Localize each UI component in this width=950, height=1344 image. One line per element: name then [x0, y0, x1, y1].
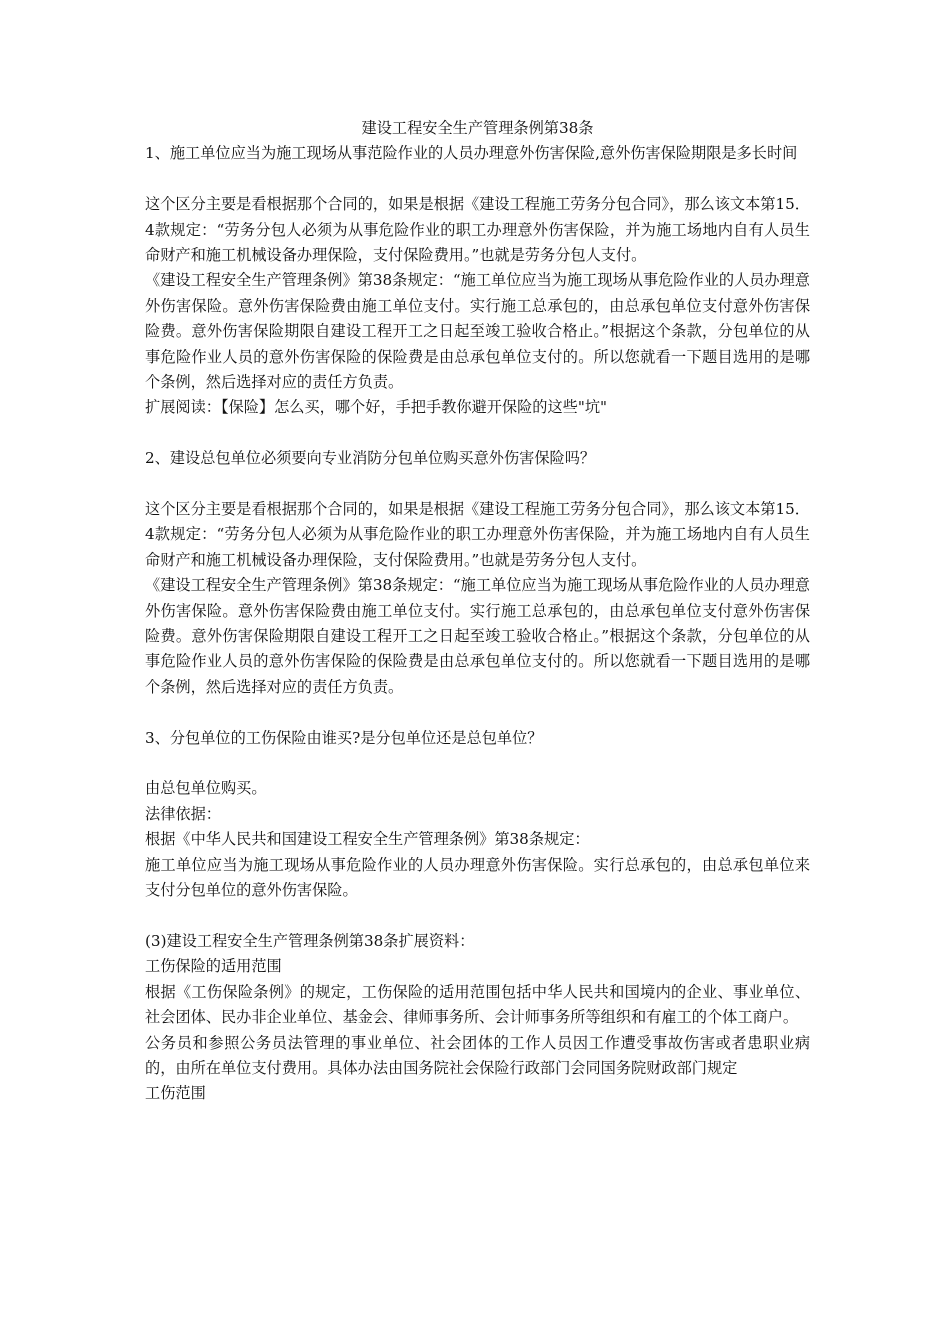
document-page	[145, 116, 810, 1107]
subheading-scope: 工伤保险的适用范围	[145, 957, 282, 976]
answer-3-line-4: 施工单位应当为施工现场从事危险作业的人员办理意外伤害保险。实行总承包的，由总承包单位来支付分包单位的意外伤害保险。	[145, 855, 810, 900]
question-2: 2、建设总包单位必须要向专业消防分包单位购买意外伤害保险吗？	[145, 449, 596, 468]
question-3: 3、分包单位的工伤保险由谁买?是分包单位还是总包单位？	[145, 728, 543, 747]
extended-reading-link[interactable]: 扩展阅读：【保险】怎么买，哪个好，手把手教你避开保险的这些"坑"	[145, 398, 607, 417]
spacer	[145, 167, 810, 192]
spacer	[145, 904, 810, 929]
scope-paragraph-1: 根据《工伤保险条例》的规定，工伤保险的适用范围包括中华人民共和国境内的企业、事业单位、社会团体、民办非企业单位、基金会、律师事务所、会计师事务所等组织和有雇工的个体工商户。	[145, 982, 810, 1027]
question-1: 1、施工单位应当为施工现场从事范险作业的人员办理意外伤害保险,意外伤害保险期限是多长时间	[145, 144, 798, 163]
spacer	[145, 421, 810, 446]
spacer	[145, 700, 810, 725]
answer-3-line-3: 根据《中华人民共和国建设工程安全生产管理条例》第38条规定：	[145, 830, 590, 849]
answer-3-line-2: 法律依据：	[145, 804, 221, 823]
spacer	[145, 472, 810, 497]
answer-1-paragraph-1: 这个区分主要是看根据那个合同的，如果是根据《建设工程施工劳务分包合同》，那么该文本第15．4款规定：“劳务分包人必须为从事危险作业的职工办理意外伤害保险，并为施工场地内自有人员生命财产和施工机械设备办理保险，支付保险费用。”也就是劳务分包人支付。	[145, 195, 810, 265]
document-title: 建设工程安全生产管理条例第38条	[361, 119, 594, 137]
subheading-injury-range: 工伤范围	[145, 1084, 206, 1103]
answer-2-paragraph-2: 《建设工程安全生产管理条例》第38条规定：“施工单位应当为施工现场从事危险作业的人员办理意外伤害保险。意外伤害保险费由施工单位支付。实行施工总承包的，由总承包单位支付意外伤害保险费。意外伤害保险期限自建设工程开工之日起至竣工验收合格止。”根据这个条款，分包单位的从事危险作业人员的意外伤害保险的保险费是由总承包单位支付的。所以您就看一下题目选用的是哪个条例，然后选择对应的责任方负责。	[145, 576, 810, 696]
spacer	[145, 751, 810, 776]
scope-paragraph-2: 公务员和参照公务员法管理的事业单位、社会团体的工作人员因工作遭受事故伤害或者患职业病的，由所在单位支付费用。具体办法由国务院社会保险行政部门会同国务院财政部门规定	[145, 1033, 810, 1077]
answer-3-line-1: 由总包单位购买。	[145, 779, 267, 798]
extended-material-heading: (3)建设工程安全生产管理条例第38条扩展资料：	[145, 931, 475, 950]
answer-1-paragraph-2: 《建设工程安全生产管理条例》第38条规定：“施工单位应当为施工现场从事危险作业的人员办理意外伤害保险。意外伤害保险费由施工单位支付。实行施工总承包的，由总承包单位支付意外伤害保险费。意外伤害保险期限自建设工程开工之日起至竣工验收合格止。”根据这个条款，分包单位的从事危险作业人员的意外伤害保险的保险费是由总承包单位支付的。所以您就看一下题目选用的是哪个条例，然后选择对应的责任方负责。	[145, 271, 810, 392]
answer-2-paragraph-1: 这个区分主要是看根据那个合同的，如果是根据《建设工程施工劳务分包合同》，那么该文本第15．4款规定：“劳务分包人必须为从事危险作业的职工办理意外伤害保险，并为施工场地内自有人员生命财产和施工机械设备办理保险，支付保险费用。”也就是劳务分包人支付。	[145, 500, 810, 569]
